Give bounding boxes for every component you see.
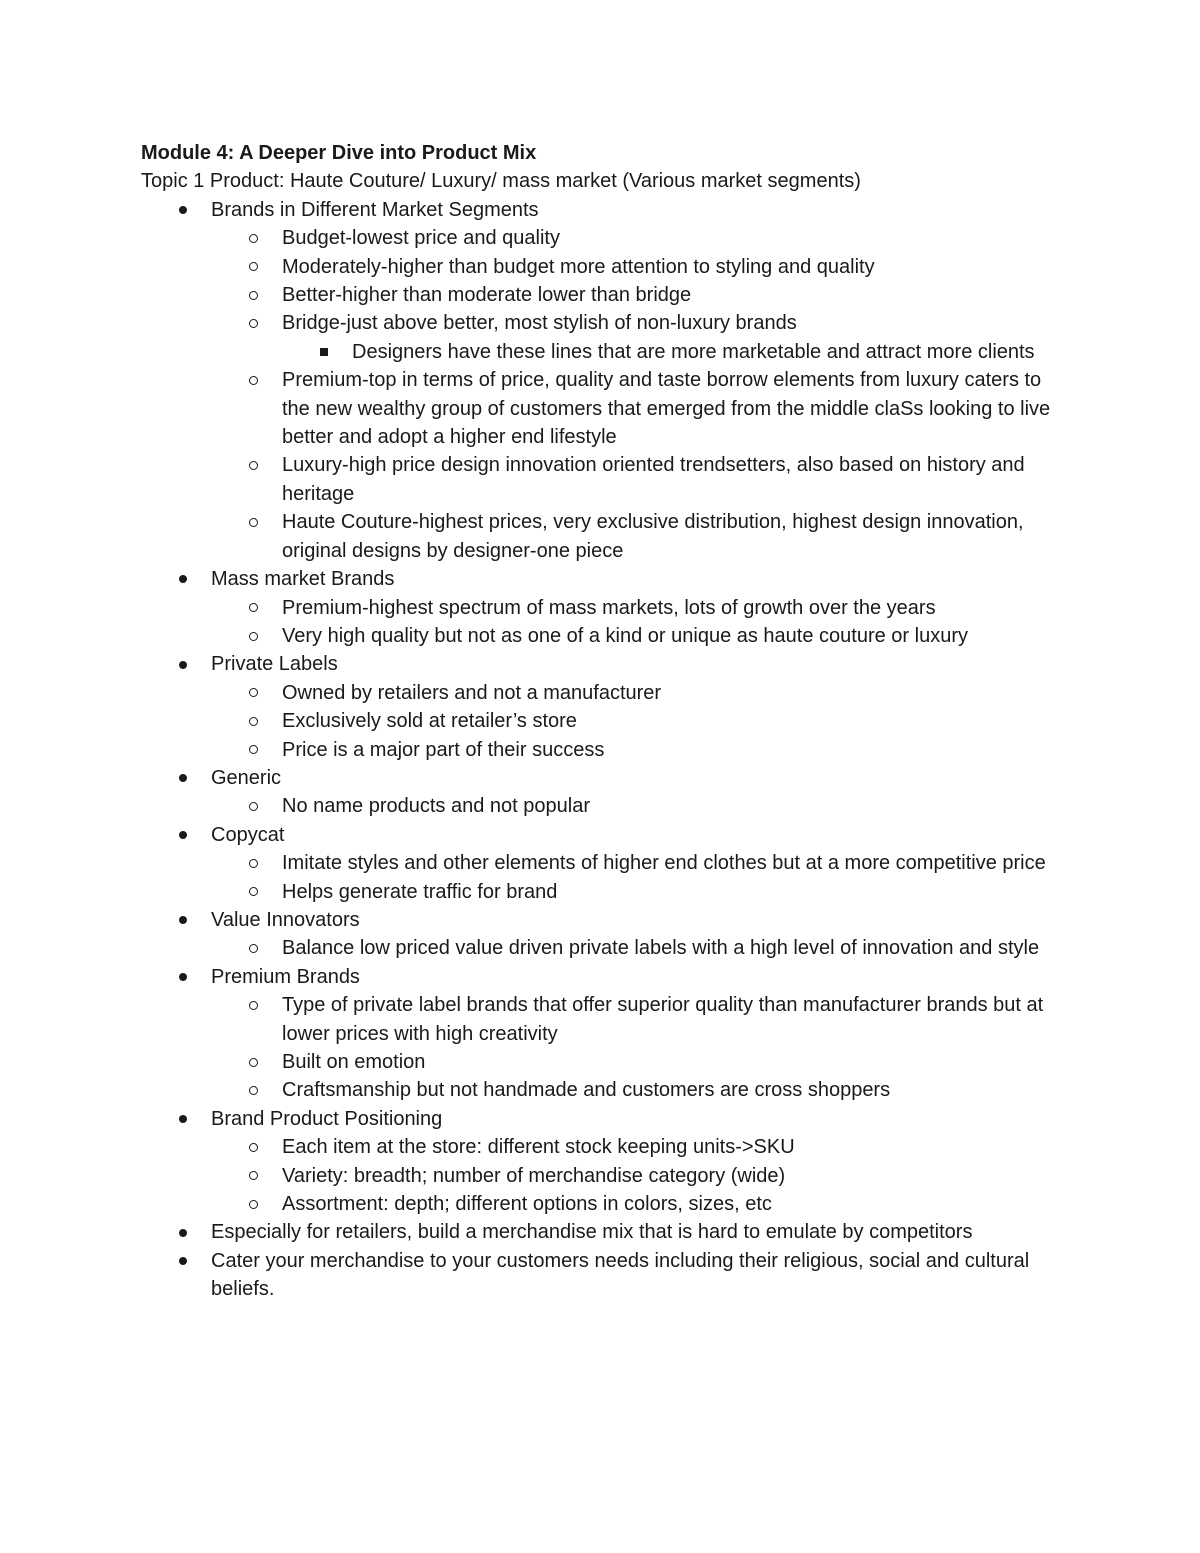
list-item-text: Private Labels [211, 653, 338, 676]
disc-bullet-icon [176, 764, 190, 792]
circle-bullet-icon [246, 707, 260, 735]
list-item-text: Haute Couture-highest prices, very exclusive distribution, highest design innovation, original designs by designer-one piece [282, 511, 1024, 562]
sub-list-item [211, 253, 1071, 281]
list-item-text: Helps generate traffic for brand [282, 880, 558, 903]
circle-bullet-icon [246, 309, 260, 337]
list-item [141, 906, 1071, 963]
circle-bullet-icon [246, 934, 260, 962]
nested-list [211, 1133, 1071, 1218]
circle-bullet-icon [246, 594, 260, 622]
list-item [141, 1247, 1071, 1304]
nested-list [211, 224, 1071, 565]
circle-bullet-icon [246, 1162, 260, 1190]
sub-list-item [211, 736, 1071, 764]
list-item-text: Variety: breadth; number of merchandise category (wide) [282, 1164, 786, 1187]
list-item-text: Premium-top in terms of price, quality and taste borrow elements from luxury caters to the new wealthy group of customers that emerged from the middle claSs looking to live better and adopt a higher end lifestyle [282, 369, 1051, 449]
circle-bullet-icon [246, 1190, 260, 1218]
disc-bullet-icon [176, 963, 190, 991]
sub-list-item [211, 792, 1071, 820]
nested-list [211, 594, 1071, 651]
list-item-text: Budget-lowest price and quality [282, 227, 560, 250]
list-item-text: Moderately-higher than budget more attention to styling and quality [282, 255, 875, 278]
list-item [141, 196, 1071, 565]
circle-bullet-icon [246, 878, 260, 906]
list-item-text: Especially for retailers, build a merchandise mix that is hard to emulate by competitors [211, 1221, 973, 1244]
list-item-text: Luxury-high price design innovation oriented trendsetters, also based on history and heritage [282, 454, 1025, 505]
list-item-text: Generic [211, 766, 282, 789]
list-item-text: Built on emotion [282, 1051, 426, 1073]
sub-sub-list-item [282, 338, 1071, 366]
nested-list [211, 849, 1071, 906]
disc-bullet-icon [176, 906, 190, 934]
circle-bullet-icon [246, 508, 260, 536]
list-item-text: Very high quality but not as one of a kind or unique as haute couture or luxury [282, 624, 968, 647]
list-item-text: Value Innovators [211, 908, 360, 931]
circle-bullet-icon [246, 224, 260, 252]
sub-list-item [211, 1162, 1071, 1190]
circle-bullet-icon [246, 281, 260, 309]
circle-bullet-icon [246, 622, 260, 650]
bullet-list [141, 196, 1071, 1304]
circle-bullet-icon [246, 991, 260, 1019]
circle-bullet-icon [246, 1048, 260, 1076]
document-content [141, 139, 1071, 1304]
sub-list-item [211, 594, 1071, 622]
sub-list-item [211, 1133, 1071, 1161]
circle-bullet-icon [246, 792, 260, 820]
list-item-text: Designers have these lines that are more marketable and attract more clients [352, 340, 1035, 363]
disc-bullet-icon [176, 1105, 190, 1133]
circle-bullet-icon [246, 679, 260, 707]
disc-bullet-icon [176, 1218, 190, 1246]
sub-list-item [211, 878, 1071, 906]
circle-bullet-icon [246, 253, 260, 281]
disc-bullet-icon [176, 821, 190, 849]
circle-bullet-icon [246, 451, 260, 479]
list-item-text: No name products and not popular [282, 795, 590, 818]
sub-list-item [211, 707, 1071, 735]
nested-list [211, 991, 1071, 1105]
sub-list-item [211, 366, 1071, 451]
list-item-text: Bridge-just above better, most stylish of non-luxury brands [282, 312, 797, 335]
list-item [141, 764, 1071, 821]
circle-bullet-icon [246, 1133, 260, 1161]
topic-heading: Topic 1 Product: Haute Couture/ Luxury/ mass market (Various market segments) [141, 170, 861, 193]
nested-list [211, 679, 1071, 764]
sub-list-item [211, 1048, 1071, 1076]
sub-list-item [211, 849, 1071, 877]
disc-bullet-icon [176, 650, 190, 678]
sub-list-item [211, 1190, 1071, 1218]
list-item-text: Craftsmanship but not handmade and customers are cross shoppers [282, 1079, 891, 1102]
sub-list-item [211, 622, 1071, 650]
disc-bullet-icon [176, 196, 190, 224]
list-item-text: Balance low priced value driven private labels with a high level of innovation and style [282, 937, 1040, 960]
list-item [141, 650, 1071, 764]
list-item-text: Brands in Different Market Segments [211, 198, 539, 221]
disc-bullet-icon [176, 565, 190, 593]
list-item-text: Each item at the store: different stock keeping units->SKU [282, 1136, 795, 1159]
list-item-text: Mass market Brands [211, 568, 395, 591]
list-item [141, 565, 1071, 650]
circle-bullet-icon [246, 849, 260, 877]
sub-list-item [211, 281, 1071, 309]
sub-list-item [211, 309, 1071, 366]
circle-bullet-icon [246, 736, 260, 764]
list-item-text: Imitate styles and other elements of higher end clothes but at a more competitive price [282, 852, 1046, 875]
list-item-text: Owned by retailers and not a manufacturer [282, 681, 662, 704]
sub-list-item [211, 934, 1071, 962]
nested-list [211, 792, 1071, 820]
list-item [141, 963, 1071, 1105]
list-item [141, 821, 1071, 906]
nested-list [211, 934, 1071, 962]
sub-list-item [211, 1076, 1071, 1104]
sub-list-item [211, 224, 1071, 252]
list-item [141, 1105, 1071, 1219]
list-item-text: Exclusively sold at retailer’s store [282, 710, 577, 733]
sub-list-item [211, 679, 1071, 707]
list-item-text: Type of private label brands that offer superior quality than manufacturer brands but at lower prices with high creativity [282, 994, 1044, 1045]
list-item-text: Assortment: depth; different options in colors, sizes, etc [282, 1193, 772, 1216]
circle-bullet-icon [246, 366, 260, 394]
nested-list [282, 338, 1071, 366]
circle-bullet-icon [246, 1076, 260, 1104]
list-item [141, 1218, 1071, 1246]
list-item-text: Better-higher than moderate lower than bridge [282, 284, 692, 307]
list-item-text: Price is a major part of their success [282, 738, 605, 761]
sub-list-item [211, 508, 1071, 565]
list-item-text: Brand Product Positioning [211, 1107, 443, 1130]
list-item-text: Cater your merchandise to your customers needs including their religious, social and cultural beliefs. [211, 1249, 1030, 1301]
sub-list-item [211, 451, 1071, 508]
list-item-text: Premium-highest spectrum of mass markets, lots of growth over the years [282, 596, 936, 619]
square-bullet-icon [317, 338, 331, 366]
sub-list-item [211, 991, 1071, 1048]
document-title: Module 4: A Deeper Dive into Product Mix [141, 142, 537, 164]
list-item-text: Copycat [211, 823, 285, 846]
list-item-text: Premium Brands [211, 965, 360, 988]
disc-bullet-icon [176, 1247, 190, 1275]
